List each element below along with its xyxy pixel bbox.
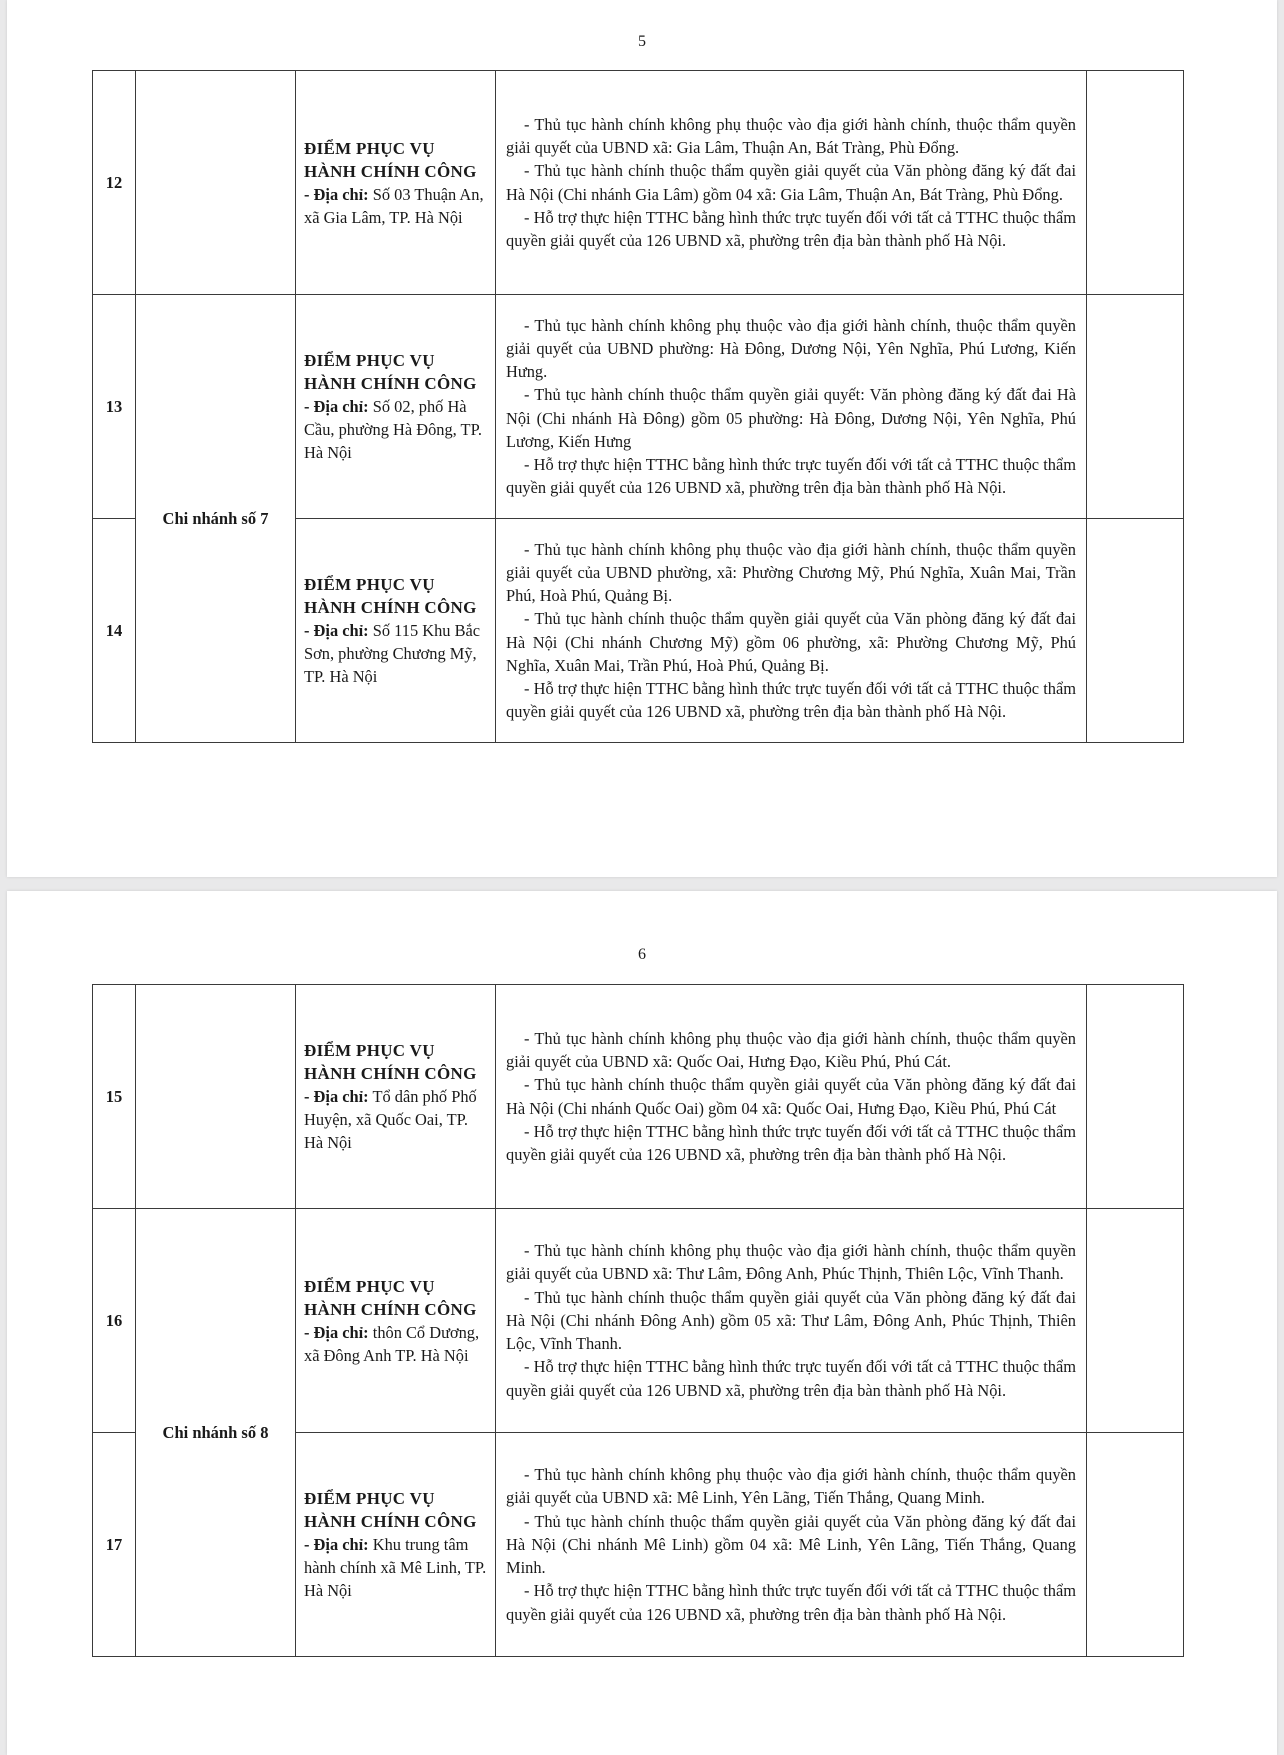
description-paragraph: - Thủ tục hành chính thuộc thẩm quyền giải quyết của Văn phòng đăng ký đất đai Hà Nội (Chi nhánh Quốc Oai) gồm 04 xã: Quốc Oai, Hưng Đạo, Kiều Phú, Phú Cát	[506, 1075, 1076, 1118]
description-paragraph: - Hỗ trợ thực hiện TTHC bằng hình thức trực tuyến đối với tất cả TTHC thuộc thẩm quyền giải quyết của 126 UBND xã, phường trên địa bàn thành phố Hà Nội.	[506, 1357, 1076, 1400]
service-point-title: ĐIỂM PHỤC VỤ	[304, 138, 435, 158]
notes-cell	[1087, 1433, 1184, 1657]
service-point-cell	[296, 519, 496, 743]
branch-cell-empty	[136, 985, 296, 1209]
description-paragraph: - Thủ tục hành chính thuộc thẩm quyền giải quyết của Văn phòng đăng ký đất đai Hà Nội (Chi nhánh Gia Lâm) gồm 04 xã: Gia Lâm, Thuận An, Bát Tràng, Phù Đổng.	[506, 161, 1076, 204]
page-number: 5	[638, 33, 646, 50]
row-number: 14	[93, 519, 136, 743]
branch-cell: Chi nhánh số 7	[136, 295, 296, 743]
branch-cell: Chi nhánh số 8	[136, 1209, 296, 1657]
address-value: Số 115 Khu Bắc Sơn, phường Chương Mỹ, TP. Hà Nội	[304, 621, 481, 686]
description-paragraph: - Thủ tục hành chính thuộc thẩm quyền giải quyết của Văn phòng đăng ký đất đai Hà Nội (Chi nhánh Đông Anh) gồm 05 xã: Thư Lâm, Đông Anh, Phúc Thịnh, Thiên Lộc, Vĩnh Thanh.	[506, 1287, 1076, 1354]
description-paragraph: - Thủ tục hành chính không phụ thuộc vào địa giới hành chính, thuộc thẩm quyền giải quyết của UBND xã: Mê Linh, Yên Lãng, Tiến Thắng, Quang Minh.	[506, 1465, 1076, 1508]
branch-cell-empty	[136, 71, 296, 295]
service-point-title: HÀNH CHÍNH CÔNG	[304, 598, 477, 617]
description-paragraph: - Hỗ trợ thực hiện TTHC bằng hình thức trực tuyến đối với tất cả TTHC thuộc thẩm quyền giải quyết của 126 UBND xã, phường trên địa bàn thành phố Hà Nội.	[506, 207, 1076, 250]
description-paragraph: - Thủ tục hành chính không phụ thuộc vào địa giới hành chính, thuộc thẩm quyền giải quyết của UBND xã: Gia Lâm, Thuận An, Bát Tràng, Phù Đổng.	[506, 114, 1076, 158]
service-points-table	[92, 70, 1184, 743]
row-number: 12	[93, 71, 136, 295]
description-paragraph: - Hỗ trợ thực hiện TTHC bằng hình thức trực tuyến đối với tất cả TTHC thuộc thẩm quyền giải quyết của 126 UBND xã, phường trên địa bàn thành phố Hà Nội.	[506, 454, 1076, 498]
address-label: - Địa chỉ:	[304, 397, 369, 416]
notes-cell	[1087, 985, 1184, 1209]
notes-cell	[1087, 295, 1184, 519]
address-label: - Địa chỉ:	[304, 621, 369, 640]
row-number: 16	[93, 1209, 136, 1433]
service-point-cell	[296, 1433, 496, 1657]
address-label: - Địa chỉ:	[304, 1535, 369, 1554]
description-paragraph: - Hỗ trợ thực hiện TTHC bằng hình thức trực tuyến đối với tất cả TTHC thuộc thẩm quyền giải quyết của 126 UBND xã, phường trên địa bàn thành phố Hà Nội.	[506, 1121, 1076, 1164]
service-points-table	[92, 984, 1184, 1657]
address-value: Số 02, phố Hà Cầu, phường Hà Đông, TP. Hà Nội	[304, 397, 482, 462]
service-point-address	[304, 1321, 489, 1367]
row-number: 15	[93, 985, 136, 1209]
description-paragraph: - Thủ tục hành chính không phụ thuộc vào địa giới hành chính, thuộc thẩm quyền giải quyết của UBND xã: Thư Lâm, Đông Anh, Phúc Thịnh, Thiên Lộc, Vĩnh Thanh.	[506, 1241, 1076, 1284]
description-cell	[496, 1433, 1087, 1657]
service-point-title: ĐIỂM PHỤC VỤ	[304, 351, 435, 370]
table-row	[93, 1209, 1184, 1433]
address-value: thôn Cổ Dương, xã Đông Anh TP. Hà Nội	[304, 1322, 480, 1365]
description-paragraph: - Thủ tục hành chính không phụ thuộc vào địa giới hành chính, thuộc thẩm quyền giải quyết của UBND phường, xã: Phường Chương Mỹ, Phú Nghĩa, Xuân Mai, Trần Phú, Hoà Phú, Quảng Bị.	[506, 539, 1076, 606]
description-cell	[496, 985, 1087, 1209]
address-value: Tổ dân phố Phố Huyện, xã Quốc Oai, TP. Hà Nội	[304, 1087, 477, 1152]
description-paragraph: - Thủ tục hành chính thuộc thẩm quyền giải quyết: Văn phòng đăng ký đất đai Hà Nội (Chi nhánh Hà Đông) gồm 05 phường: Hà Đông, Dương Nội, Yên Nghĩa, Phú Lương, Kiến Hưng	[506, 385, 1076, 451]
description-paragraph: - Hỗ trợ thực hiện TTHC bằng hình thức trực tuyến đối với tất cả TTHC thuộc thẩm quyền giải quyết của 126 UBND xã, phường trên địa bàn thành phố Hà Nội.	[506, 1581, 1076, 1624]
service-point-title: HÀNH CHÍNH CÔNG	[304, 161, 477, 181]
document-page-5	[7, 0, 1277, 877]
service-point-cell	[296, 71, 496, 295]
row-number: 17	[93, 1433, 136, 1657]
service-point-title: HÀNH CHÍNH CÔNG	[304, 1299, 477, 1319]
service-point-address	[304, 1085, 489, 1154]
notes-cell	[1087, 519, 1184, 743]
service-point-address	[304, 395, 489, 464]
service-point-title: HÀNH CHÍNH CÔNG	[304, 1512, 477, 1531]
service-point-title: ĐIỂM PHỤC VỤ	[304, 1489, 435, 1508]
address-label: - Địa chỉ:	[304, 1087, 369, 1106]
description-cell	[496, 519, 1087, 743]
page-number: 6	[638, 946, 646, 963]
address-label: - Địa chỉ:	[304, 184, 369, 204]
description-cell	[496, 1209, 1087, 1433]
service-point-address	[304, 619, 489, 688]
description-cell	[496, 71, 1087, 295]
table-row	[93, 71, 1184, 295]
description-paragraph: - Thủ tục hành chính thuộc thẩm quyền giải quyết của Văn phòng đăng ký đất đai Hà Nội (Chi nhánh Chương Mỹ) gồm 06 phường, xã: Phường Chương Mỹ, Phú Nghĩa, Xuân Mai, Trần Phú, Hoà Phú, Quảng Bị.	[506, 609, 1076, 675]
service-point-title: HÀNH CHÍNH CÔNG	[304, 374, 477, 393]
address-value: Số 03 Thuận An, xã Gia Lâm, TP. Hà Nội	[304, 184, 484, 227]
table-row	[93, 985, 1184, 1209]
notes-cell	[1087, 71, 1184, 295]
description-paragraph: - Thủ tục hành chính thuộc thẩm quyền giải quyết của Văn phòng đăng ký đất đai Hà Nội (Chi nhánh Mê Linh) gồm 04 xã: Mê Linh, Yên Lãng, Tiến Thắng, Quang Minh.	[506, 1511, 1076, 1578]
service-point-cell	[296, 1209, 496, 1433]
service-point-title: ĐIỂM PHỤC VỤ	[304, 1276, 435, 1296]
address-value: Khu trung tâm hành chính xã Mê Linh, TP. Hà Nội	[304, 1535, 487, 1600]
document-page-6	[7, 891, 1277, 1755]
description-paragraph: - Thủ tục hành chính không phụ thuộc vào địa giới hành chính, thuộc thẩm quyền giải quyết của UBND xã: Quốc Oai, Hưng Đạo, Kiều Phú, Phú Cát.	[506, 1028, 1076, 1072]
address-label: - Địa chỉ:	[304, 1322, 369, 1342]
service-point-title: HÀNH CHÍNH CÔNG	[304, 1064, 477, 1083]
row-number: 13	[93, 295, 136, 519]
service-point-address	[304, 1533, 489, 1602]
notes-cell	[1087, 1209, 1184, 1433]
description-cell	[496, 295, 1087, 519]
service-point-address	[304, 183, 489, 229]
service-point-cell	[296, 295, 496, 519]
service-point-title: ĐIỂM PHỤC VỤ	[304, 575, 435, 594]
service-point-title: ĐIỂM PHỤC VỤ	[304, 1041, 435, 1060]
table-row	[93, 295, 1184, 519]
description-paragraph: - Thủ tục hành chính không phụ thuộc vào địa giới hành chính, thuộc thẩm quyền giải quyết của UBND phường: Hà Đông, Dương Nội, Yên Nghĩa, Phú Lương, Kiến Hưng.	[506, 315, 1076, 382]
service-point-cell	[296, 985, 496, 1209]
description-paragraph: - Hỗ trợ thực hiện TTHC bằng hình thức trực tuyến đối với tất cả TTHC thuộc thẩm quyền giải quyết của 126 UBND xã, phường trên địa bàn thành phố Hà Nội.	[506, 678, 1076, 722]
